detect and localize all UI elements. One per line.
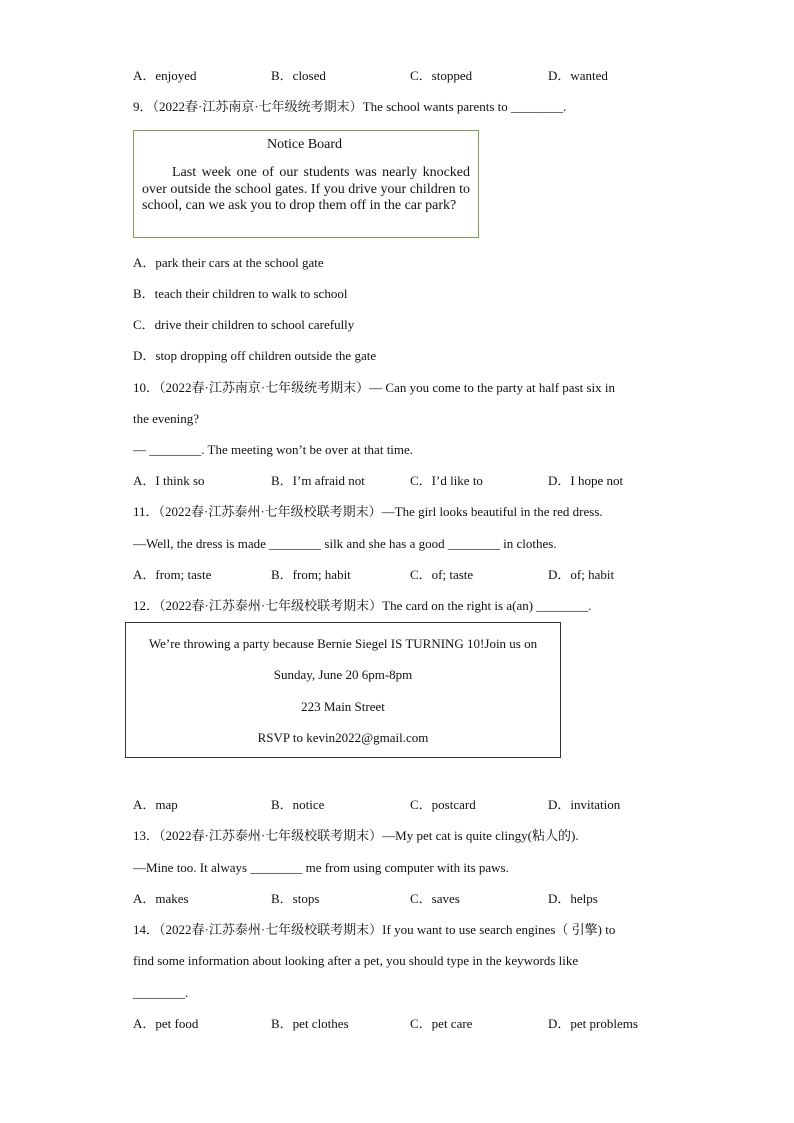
- q12-options: [133, 797, 693, 813]
- q12-stem: 12．（2022春·江苏泰州·七年级校联考期末）The card on the right is a(an) ________.: [133, 598, 592, 613]
- q9-option-b[interactable]: B．teach their children to walk to school: [133, 286, 348, 301]
- q8-option-b[interactable]: B．closed: [271, 68, 326, 83]
- q9-option-d[interactable]: D．stop dropping off children outside the gate: [133, 348, 377, 363]
- party-card-line-1: We’re throwing a party because Bernie Siegel IS TURNING 10!Join us on: [148, 636, 538, 651]
- q12-option-d[interactable]: D．invitation: [548, 797, 621, 812]
- q13-options: [133, 891, 693, 907]
- q12-option-c[interactable]: C．postcard: [410, 797, 476, 812]
- party-card-line-3: 223 Main Street: [301, 699, 385, 714]
- q14-option-c[interactable]: C．pet care: [410, 1016, 473, 1031]
- q14-stem-line1: 14．（2022春·江苏泰州·七年级校联考期末）If you want to use search engines（ 引擎) to: [133, 922, 616, 937]
- q14-stem-line3: ________.: [133, 985, 189, 1000]
- q11-options: [133, 567, 693, 583]
- party-card-line-4: RSVP to kevin2022@gmail.com: [257, 730, 429, 745]
- q12-option-b[interactable]: B．notice: [271, 797, 325, 812]
- q8-option-a[interactable]: A．enjoyed: [133, 68, 197, 83]
- q13-option-a[interactable]: A．makes: [133, 891, 189, 906]
- q11-option-c[interactable]: C．of; taste: [410, 567, 474, 582]
- q14-stem-line2: find some information about looking after a pet, you should type in the keywords like: [133, 953, 579, 968]
- q14-option-d[interactable]: D．pet problems: [548, 1016, 638, 1031]
- q14-options: [133, 1016, 693, 1032]
- q8-options: [133, 68, 693, 84]
- q9-option-a[interactable]: A．park their cars at the school gate: [133, 255, 324, 270]
- q13-option-b[interactable]: B．stops: [271, 891, 320, 906]
- q12-option-a[interactable]: A．map: [133, 797, 178, 812]
- q10-stem-line1: 10．（2022春·江苏南京·七年级统考期末）— Can you come to the party at half past six in: [133, 380, 616, 395]
- q13-option-c[interactable]: C．saves: [410, 891, 460, 906]
- q10-stem-line3: — ________. The meeting won’t be over at that time.: [133, 442, 414, 457]
- q9-option-c[interactable]: C．drive their children to school carefully: [133, 317, 355, 332]
- notice-board-box: [133, 130, 479, 238]
- q11-option-b[interactable]: B．from; habit: [271, 567, 351, 582]
- q10-options: [133, 473, 693, 489]
- party-card-line-2: Sunday, June 20 6pm-8pm: [273, 667, 413, 682]
- q8-option-c[interactable]: C．stopped: [410, 68, 473, 83]
- q13-stem-line2: —Mine too. It always ________ me from using computer with its paws.: [133, 860, 509, 875]
- party-card-box: [125, 622, 561, 758]
- q10-option-b[interactable]: B．I’m afraid not: [271, 473, 365, 488]
- q10-stem-line2: the evening?: [133, 411, 200, 426]
- q13-stem-line1: 13．（2022春·江苏泰州·七年级校联考期末）—My pet cat is quite clingy(粘人的).: [133, 828, 579, 843]
- q14-option-b[interactable]: B．pet clothes: [271, 1016, 349, 1031]
- q11-option-a[interactable]: A．from; taste: [133, 567, 212, 582]
- q10-option-a[interactable]: A．I think so: [133, 473, 205, 488]
- notice-board-body: Last week one of our students was nearly knocked over outside the school gates. If you drive your children to school, can we ask you to drop them off in the car park?: [142, 165, 470, 213]
- q14-option-a[interactable]: A．pet food: [133, 1016, 199, 1031]
- q10-option-c[interactable]: C．I’d like to: [410, 473, 483, 488]
- q8-option-d[interactable]: D．wanted: [548, 68, 608, 83]
- q11-stem-line2: —Well, the dress is made ________ silk and she has a good ________ in clothes.: [133, 536, 557, 551]
- q11-option-d[interactable]: D．of; habit: [548, 567, 615, 582]
- q10-option-d[interactable]: D．I hope not: [548, 473, 624, 488]
- q13-option-d[interactable]: D．helps: [548, 891, 598, 906]
- q9-stem: 9．（2022春·江苏南京·七年级统考期末）The school wants parents to ________.: [133, 99, 567, 114]
- notice-board-title: Notice Board: [267, 137, 343, 152]
- q11-stem-line1: 11．（2022春·江苏泰州·七年级校联考期末）—The girl looks beautiful in the red dress.: [133, 504, 603, 519]
